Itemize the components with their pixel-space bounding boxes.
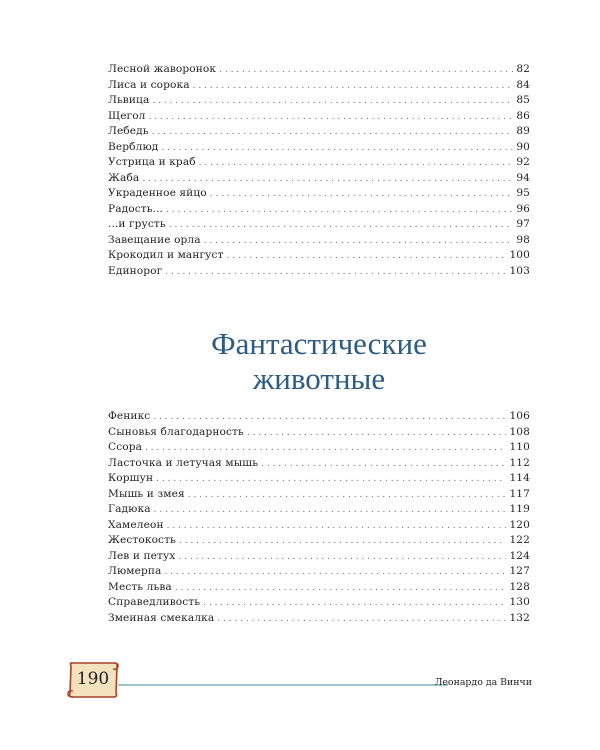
toc-entry-title: Сыновья благодарность (108, 425, 244, 438)
toc-dot-leader (161, 141, 513, 157)
toc-entry-page: 97 (516, 218, 530, 230)
toc-dot-leader (217, 612, 506, 628)
toc-dot-leader (193, 79, 514, 95)
toc-entry-page: 120 (509, 518, 530, 531)
toc-entry-page: 130 (509, 596, 530, 608)
toc-entry-title: Единорог (108, 264, 163, 277)
toc-entry-title: Радость... (108, 202, 164, 215)
toc-dot-leader (152, 125, 514, 141)
toc-entry-title: Лебедь (108, 125, 149, 137)
toc-entry-title: Коршун (108, 472, 154, 484)
toc-dot-leader (178, 550, 506, 566)
toc-entry-title: Справедливость (108, 596, 201, 608)
toc-entry-page: 100 (509, 249, 530, 261)
toc-entry (108, 186, 530, 202)
toc-entry-page: 110 (509, 441, 530, 453)
toc-entry-page: 106 (509, 410, 530, 422)
toc-entry-page: 94 (516, 171, 530, 184)
page-number: 190 (76, 669, 110, 689)
toc-entry-page: 95 (516, 187, 530, 199)
toc-entry (108, 611, 530, 627)
toc-entry (108, 202, 530, 218)
toc-entry (108, 549, 530, 565)
toc-entry (108, 233, 530, 249)
toc-entry (108, 140, 530, 156)
toc-dot-leader (149, 110, 514, 126)
toc-entry-title: Устрица и краб (108, 156, 196, 168)
toc-entry-page: 108 (509, 425, 530, 438)
toc-entry-title: Львица (108, 94, 150, 106)
toc-entry-page: 112 (509, 456, 530, 469)
toc-entry-title: ...и грусть (108, 218, 166, 230)
toc-entry (108, 502, 530, 518)
toc-dot-leader (199, 156, 514, 172)
toc-dot-leader (226, 249, 506, 265)
toc-entry-page: 122 (509, 534, 530, 546)
toc-entry (108, 409, 530, 425)
toc-entry (108, 533, 530, 549)
toc-dot-leader (145, 441, 506, 457)
toc-entry-title: Лев и петух (108, 549, 176, 562)
toc-entry (108, 440, 530, 456)
toc-entry-page: 132 (509, 611, 530, 624)
table-of-contents-upper (108, 62, 530, 279)
toc-entry-title: Месть льва (108, 580, 172, 593)
toc-dot-leader (156, 472, 506, 488)
running-title: Леонардо да Винчи (434, 677, 532, 688)
toc-dot-leader (203, 596, 506, 612)
toc-dot-leader (188, 488, 507, 504)
toc-entry-title: Жаба (108, 171, 140, 184)
toc-entry-page: 92 (516, 156, 530, 168)
toc-entry (108, 580, 530, 596)
toc-dot-leader (166, 203, 513, 219)
toc-dot-leader (204, 234, 514, 250)
toc-entry-page: 90 (516, 140, 530, 153)
toc-dot-leader (154, 503, 507, 519)
toc-entry (108, 564, 530, 580)
toc-entry (108, 171, 530, 187)
toc-dot-leader (153, 410, 506, 426)
toc-dot-leader (152, 94, 513, 110)
toc-entry (108, 93, 530, 109)
toc-dot-leader (261, 457, 506, 473)
toc-dot-leader (169, 218, 514, 234)
toc-entry (108, 471, 530, 487)
toc-dot-leader (210, 187, 514, 203)
toc-entry-page: 103 (509, 264, 530, 277)
toc-entry-title: Жестокость (108, 534, 176, 546)
toc-entry-title: Мышь и змея (108, 487, 185, 500)
footer-divider (118, 684, 448, 686)
table-of-contents-lower (108, 409, 530, 626)
toc-entry-title: Лиса и сорока (108, 78, 190, 91)
section-heading (108, 326, 530, 396)
toc-dot-leader (167, 519, 507, 535)
toc-entry-title: Змеиная смекалка (108, 611, 215, 624)
toc-entry-page: 96 (516, 202, 530, 215)
toc-dot-leader (142, 172, 513, 188)
toc-entry-page: 128 (509, 580, 530, 593)
toc-dot-leader (164, 565, 506, 581)
toc-entry (108, 456, 530, 472)
toc-entry (108, 518, 530, 534)
toc-entry-title: Щегол (108, 109, 146, 122)
toc-entry-title: Верблюд (108, 140, 159, 153)
toc-dot-leader (175, 581, 507, 597)
toc-entry-page: 85 (516, 94, 530, 106)
toc-entry-page: 89 (516, 125, 530, 137)
toc-dot-leader (219, 63, 513, 79)
toc-entry-title: Феникс (108, 410, 151, 422)
toc-entry (108, 595, 530, 611)
toc-entry-page: 98 (516, 233, 530, 246)
toc-entry-title: Крокодил и мангуст (108, 249, 224, 261)
toc-entry-title: Ласточка и летучая мышь (108, 456, 259, 469)
toc-entry-page: 114 (509, 472, 530, 484)
toc-entry (108, 155, 530, 171)
toc-entry-title: Люмерпа (108, 565, 162, 577)
toc-dot-leader (165, 265, 506, 281)
toc-entry-title: Завещание орла (108, 233, 201, 246)
toc-entry-page: 84 (516, 78, 530, 91)
toc-dot-leader (179, 534, 507, 550)
toc-entry (108, 217, 530, 233)
toc-entry-page: 82 (516, 63, 530, 75)
section-heading-line-2: животные (252, 361, 386, 396)
toc-entry (108, 248, 530, 264)
toc-entry (108, 109, 530, 125)
toc-entry (108, 425, 530, 441)
toc-entry (108, 124, 530, 140)
toc-entry (108, 62, 530, 78)
toc-entry (108, 264, 530, 280)
toc-entry (108, 78, 530, 94)
toc-entry-page: 127 (509, 565, 530, 577)
toc-entry (108, 487, 530, 503)
toc-entry-title: Гадюка (108, 503, 151, 515)
toc-entry-title: Лесной жаворонок (108, 63, 217, 75)
toc-entry-title: Хамелеон (108, 518, 164, 531)
toc-entry-title: Ссора (108, 441, 143, 453)
toc-entry-page: 119 (509, 503, 530, 515)
toc-entry-page: 124 (509, 549, 530, 562)
toc-entry-page: 117 (509, 487, 530, 500)
toc-entry-page: 86 (516, 109, 530, 122)
toc-dot-leader (247, 426, 507, 442)
section-heading-line-1: Фантастические (211, 326, 427, 361)
toc-entry-title: Украденное яйцо (108, 187, 207, 199)
